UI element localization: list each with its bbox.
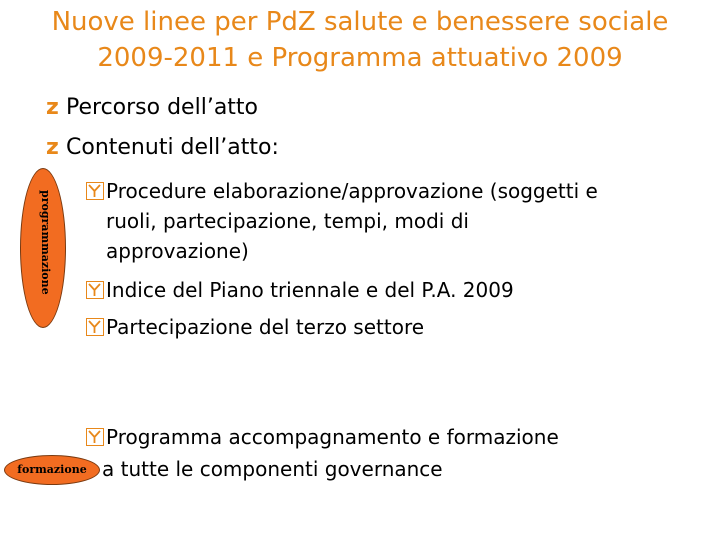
bullet-indice — [86, 275, 514, 305]
bullet-partecipazione-text: Partecipazione del terzo settore — [106, 315, 425, 339]
bullet-procedure-line-3: approvazione) — [106, 239, 249, 263]
bullet-percorso-text: Percorso dell’atto — [66, 95, 259, 120]
bullet-indice-text: Indice del Piano triennale e del P.A. 2009 — [106, 278, 514, 302]
checkbox-bullet-icon — [86, 318, 104, 336]
bullet-procedure-line-2: ruoli, partecipazione, tempi, modi di — [106, 209, 469, 233]
slide-title-line-2: 2009-2011 e Programma attuativo 2009 — [97, 43, 623, 73]
slide-title-line-1: Nuove linee per PdZ salute e benessere sociale — [51, 7, 669, 37]
bullet-programma-line-1: Programma accompagnamento e formazione — [106, 425, 559, 449]
formazione-label: formazione — [17, 463, 87, 476]
bullet-procedure-line-1: Procedure elaborazione/approvazione (soggetti e — [106, 179, 598, 203]
bullet-partecipazione — [86, 312, 424, 342]
z-bullet-icon: z — [46, 95, 59, 120]
checkbox-bullet-icon — [86, 428, 104, 446]
bullet-contenuti — [46, 134, 279, 162]
bullet-contenuti-text: Contenuti dell’atto: — [66, 135, 279, 160]
bullet-percorso — [46, 94, 258, 122]
bullet-programma-cont — [102, 454, 443, 484]
z-bullet-icon: z — [46, 135, 59, 160]
checkbox-bullet-icon — [86, 182, 104, 200]
bullet-procedure — [86, 176, 598, 266]
programmazione-label: programmazione — [39, 190, 52, 295]
checkbox-bullet-icon — [86, 281, 104, 299]
bullet-programma — [86, 422, 559, 452]
slide-title — [0, 4, 720, 76]
bullet-programma-line-2: a tutte le componenti governance — [102, 457, 443, 481]
